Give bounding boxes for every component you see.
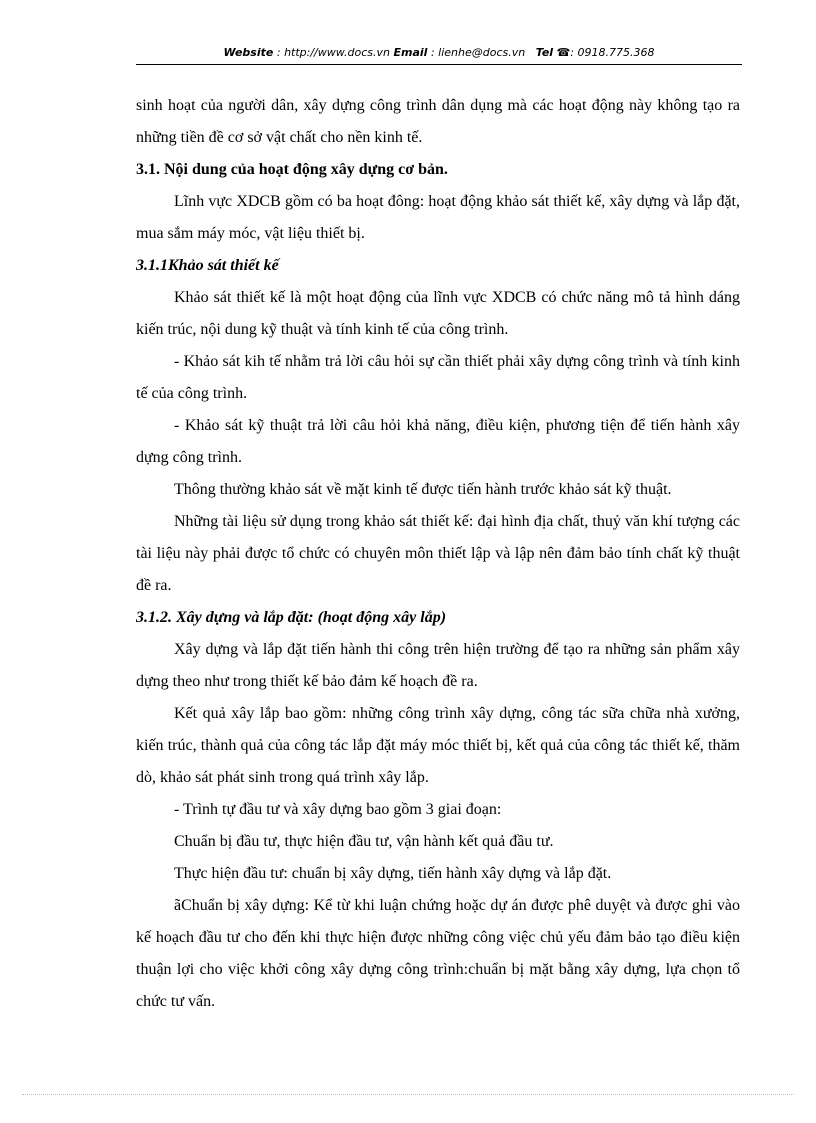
section-heading-3-1-2: 3.1.2. Xây dựng và lắp đặt: (hoạt động xây lắp) [136,609,447,626]
paragraph: - Khảo sát kih tế nhằm trả lời câu hỏi sự cần thiết phải xây dựng công trình và tính kinh tế của công trình. [136,353,740,402]
email-address[interactable]: lienhe@docs.vn [438,46,526,59]
paragraph: - Trình tự đầu tư và xây dựng bao gồm 3 giai đoạn: [174,801,502,818]
paragraph: Xây dựng và lắp đặt tiến hành thi công trên hiện trường để tạo ra những sản phẩm xây dựng theo như trong thiết kế bảo đảm kế hoạch đề ra. [136,641,740,690]
tel-number: : 0918.775.368 [570,46,655,59]
section-heading-3-1: 3.1. Nội dung của hoạt động xây dựng cơ bản. [136,161,448,178]
tel-label: Tel [535,46,554,59]
footer-divider [22,1094,794,1095]
email-separator: : [427,46,439,59]
paragraph: Chuẩn bị đầu tư, thực hiện đầu tư, vận hành kết quả đầu tư. [174,833,554,850]
section-heading-3-1-1: 3.1.1Khảo sát thiết kế [136,257,279,274]
website-label: Website [223,46,274,59]
phone-icon: ☎ [556,46,571,59]
paragraph: Những tài liệu sử dụng trong khảo sát thiết kế: đại hình địa chất, thuỷ văn khí tượng các tài liệu này phải được tổ chức có chuyên môn thiết lập và lập nên đảm bảo tính chất kỹ thuật đề ra. [136,513,740,594]
page-header [136,46,742,59]
paragraph: - Khảo sát kỹ thuật trả lời câu hỏi khả năng, điều kiện, phương tiện để tiến hành xây dựng công trình. [136,417,740,466]
paragraph: Lĩnh vực XDCB gồm có ba hoạt đông: hoạt động khảo sát thiết kế, xây dựng và lắp đặt, mua sắm máy móc, vật liệu thiết bị. [136,193,740,242]
paragraph: Thực hiện đầu tư: chuẩn bị xây dựng, tiến hành xây dựng và lắp đặt. [174,865,612,882]
email-label: Email [393,46,428,59]
paragraph: sinh hoạt của người dân, xây dựng công trình dân dụng mà các hoạt động này không tạo ra những tiền đề cơ sở vật chất cho nền kinh tế. [136,97,740,146]
document-body [136,90,740,1018]
website-separator: : [273,46,285,59]
paragraph: Khảo sát thiết kế là một hoạt động của lĩnh vực XDCB có chức năng mô tả hình dáng kiến trúc, nội dung kỹ thuật và tính kinh tế của công trình. [136,289,740,338]
paragraph: Kết quả xây lắp bao gồm: những công trình xây dựng, công tác sữa chữa nhà xưởng, kiến trúc, thành quả của công tác lắp đặt máy móc thiết bị, kết quả của công tác thiết kế, thăm dò, khảo sát phát sinh trong quá trình xây lắp. [136,705,740,786]
paragraph: Thông thường khảo sát về mặt kinh tế được tiến hành trước khảo sát kỹ thuật. [174,481,672,498]
paragraph: ãChuẩn bị xây dựng: Kể từ khi luận chứng hoặc dự án được phê duyệt và được ghi vào kế hoạch đầu tư cho đến khi thực hiện được những công việc chủ yếu đảm bảo tạo điều kiện thuận lợi cho việc khởi công xây dựng công trình:chuẩn bị mặt bằng xây dựng, lựa chọn tổ chức tư vấn. [136,897,740,1010]
website-url[interactable]: http://www.docs.vn [284,46,391,59]
header-divider [136,64,742,65]
